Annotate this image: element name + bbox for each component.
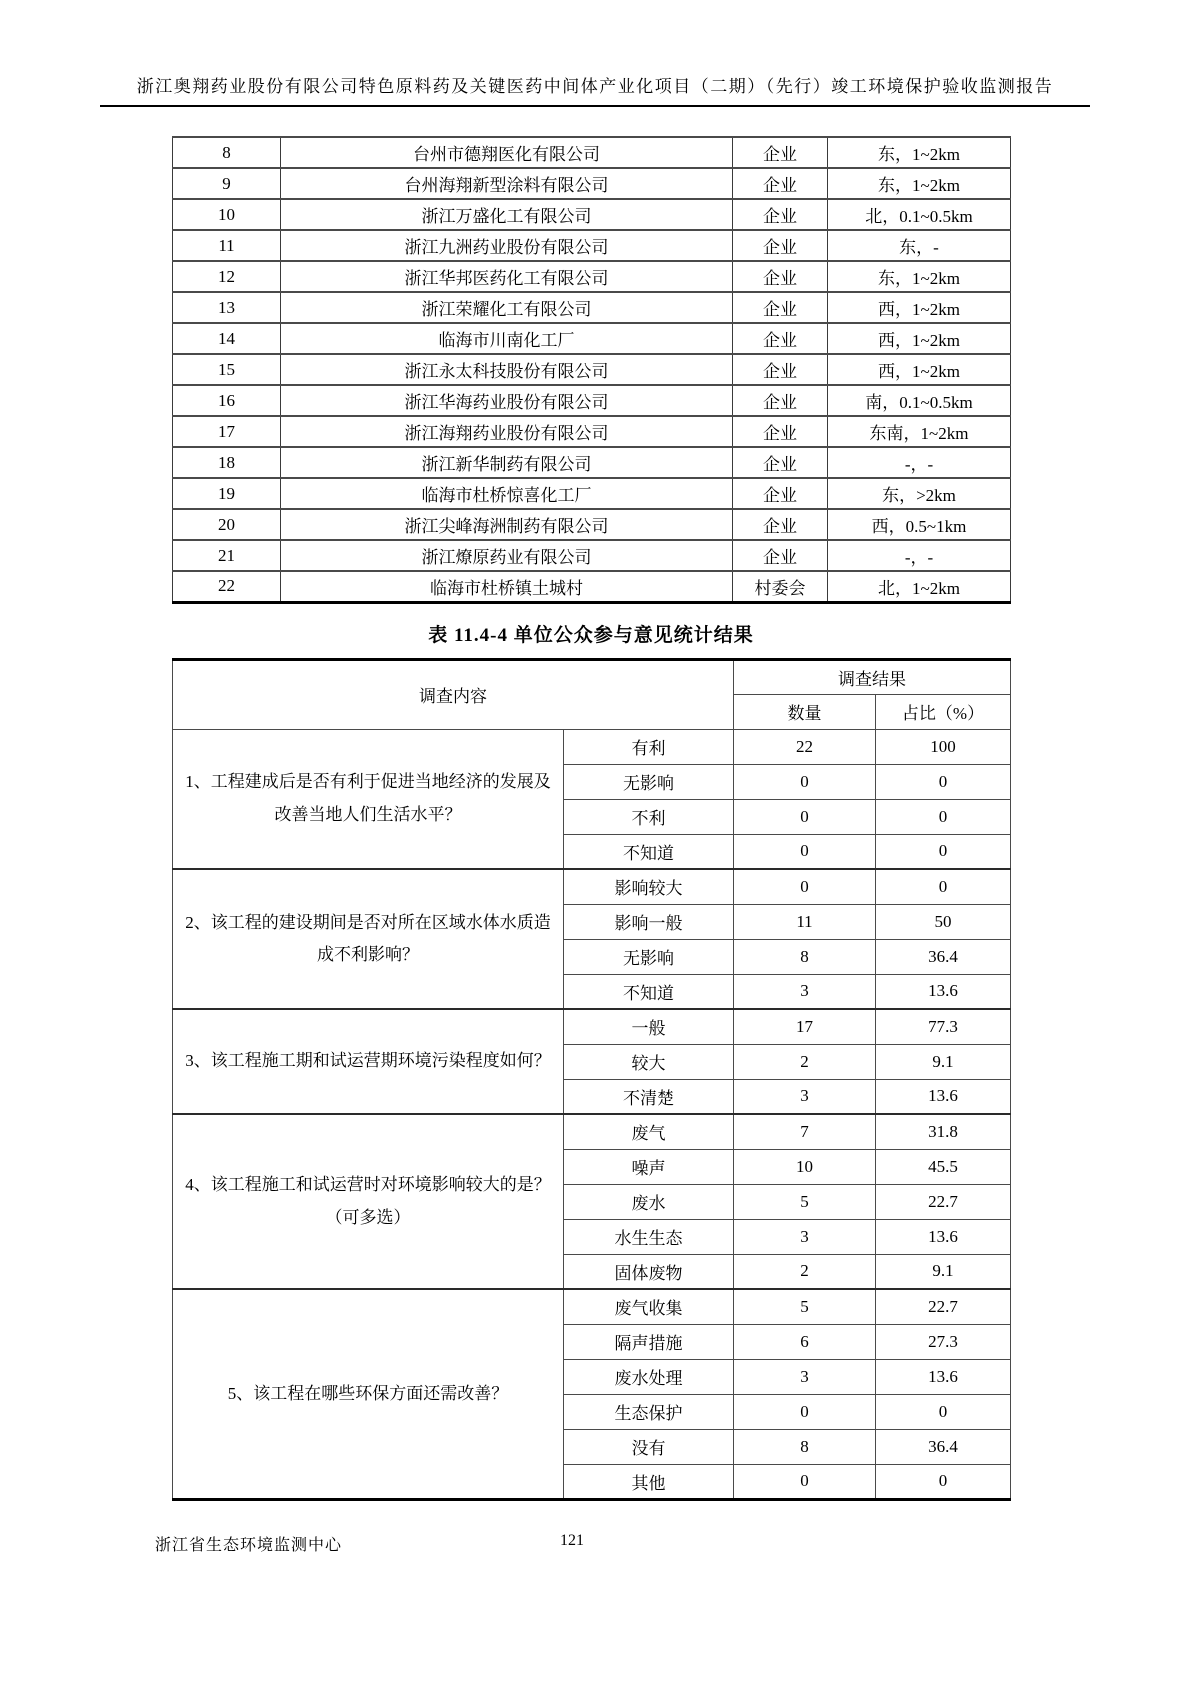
survey-count-cell: 22 [734, 729, 876, 764]
survey-results-table [172, 658, 1011, 1501]
survey-option-label-cell: 废水 [564, 1184, 734, 1219]
survey-option-label-cell: 生态保护 [564, 1394, 734, 1429]
unit-location-cell: 南，0.1~0.5km [828, 385, 1011, 416]
survey-count-cell: 0 [734, 764, 876, 799]
survey-percent-cell: 36.4 [876, 939, 1011, 974]
unit-row [173, 540, 1011, 571]
survey-count-cell: 10 [734, 1149, 876, 1184]
unit-number-cell: 12 [173, 261, 281, 292]
unit-location-cell: 北，0.1~0.5km [828, 199, 1011, 230]
unit-name-cell: 浙江九洲药业股份有限公司 [281, 230, 733, 261]
unit-location-cell: 东，1~2km [828, 137, 1011, 168]
footer-organization: 浙江省生态环境监测中心 [155, 1537, 343, 1554]
survey-count-cell: 3 [734, 1359, 876, 1394]
unit-number-cell: 16 [173, 385, 281, 416]
header-count: 数量 [734, 694, 876, 729]
unit-row [173, 199, 1011, 230]
unit-number-cell: 13 [173, 292, 281, 323]
unit-type-cell: 企业 [733, 540, 828, 571]
unit-number-cell: 10 [173, 199, 281, 230]
survey-count-cell: 7 [734, 1114, 876, 1149]
unit-location-cell: 西，1~2km [828, 354, 1011, 385]
survey-percent-cell: 9.1 [876, 1254, 1011, 1289]
unit-type-cell: 企业 [733, 478, 828, 509]
unit-name-cell: 临海市川南化工厂 [281, 323, 733, 354]
survey-option-label-cell: 不知道 [564, 834, 734, 869]
unit-number-cell: 22 [173, 571, 281, 602]
survey-percent-cell: 100 [876, 729, 1011, 764]
survey-option-row [173, 869, 1011, 904]
survey-option-row [173, 1289, 1011, 1324]
survey-count-cell: 11 [734, 904, 876, 939]
unit-row [173, 571, 1011, 602]
unit-location-cell: -，- [828, 540, 1011, 571]
unit-row [173, 323, 1011, 354]
survey-question-cell: 5、该工程在哪些环保方面还需改善？ [173, 1289, 564, 1499]
unit-location-cell: 西，1~2km [828, 323, 1011, 354]
unit-row [173, 416, 1011, 447]
survey-percent-cell: 50 [876, 904, 1011, 939]
survey-count-cell: 0 [734, 799, 876, 834]
unit-row [173, 168, 1011, 199]
unit-number-cell: 9 [173, 168, 281, 199]
unit-number-cell: 11 [173, 230, 281, 261]
unit-name-cell: 浙江新华制药有限公司 [281, 447, 733, 478]
unit-row [173, 230, 1011, 261]
unit-row [173, 292, 1011, 323]
survey-option-label-cell: 废水处理 [564, 1359, 734, 1394]
survey-count-cell: 8 [734, 1429, 876, 1464]
survey-count-cell: 0 [734, 1464, 876, 1499]
unit-row [173, 261, 1011, 292]
unit-row [173, 478, 1011, 509]
survey-count-cell: 5 [734, 1184, 876, 1219]
unit-type-cell: 企业 [733, 385, 828, 416]
unit-row [173, 354, 1011, 385]
survey-question-cell: 4、该工程施工和试运营时对环境影响较大的是？（可多选） [173, 1114, 564, 1289]
survey-count-cell: 2 [734, 1044, 876, 1079]
unit-location-cell: 北，1~2km [828, 571, 1011, 602]
unit-number-cell: 14 [173, 323, 281, 354]
unit-name-cell: 浙江华海药业股份有限公司 [281, 385, 733, 416]
unit-location-cell: 东，>2km [828, 478, 1011, 509]
survey-option-label-cell: 没有 [564, 1429, 734, 1464]
survey-option-row [173, 1114, 1011, 1149]
survey-count-cell: 5 [734, 1289, 876, 1324]
survey-question-cell: 1、工程建成后是否有利于促进当地经济的发展及改善当地人们生活水平？ [173, 729, 564, 869]
unit-number-cell: 18 [173, 447, 281, 478]
unit-type-cell: 企业 [733, 354, 828, 385]
survey-option-label-cell: 废气 [564, 1114, 734, 1149]
survey-option-label-cell: 不知道 [564, 974, 734, 1009]
unit-type-cell: 企业 [733, 230, 828, 261]
unit-number-cell: 8 [173, 137, 281, 168]
unit-type-cell: 企业 [733, 323, 828, 354]
unit-location-cell: 东，1~2km [828, 168, 1011, 199]
unit-location-cell: 东，1~2km [828, 261, 1011, 292]
unit-type-cell: 企业 [733, 168, 828, 199]
unit-type-cell: 企业 [733, 416, 828, 447]
unit-name-cell: 浙江华邦医药化工有限公司 [281, 261, 733, 292]
unit-name-cell: 浙江海翔药业股份有限公司 [281, 416, 733, 447]
survey-option-label-cell: 固体废物 [564, 1254, 734, 1289]
page-header-title: 浙江奥翔药业股份有限公司特色原料药及关键医药中间体产业化项目（二期）（先行）竣工环境保护验收监测报告 [100, 72, 1090, 107]
survey-option-row [173, 729, 1011, 764]
unit-location-cell: -，- [828, 447, 1011, 478]
survey-percent-cell: 45.5 [876, 1149, 1011, 1184]
survey-count-cell: 8 [734, 939, 876, 974]
survey-option-label-cell: 不利 [564, 799, 734, 834]
unit-name-cell: 临海市杜桥惊喜化工厂 [281, 478, 733, 509]
survey-option-label-cell: 噪声 [564, 1149, 734, 1184]
header-survey-content: 调查内容 [173, 659, 734, 729]
survey-table-head [173, 659, 1011, 729]
unit-number-cell: 21 [173, 540, 281, 571]
unit-name-cell: 浙江荣耀化工有限公司 [281, 292, 733, 323]
survey-question-cell: 2、该工程的建设期间是否对所在区域水体水质造成不利影响？ [173, 869, 564, 1009]
header-survey-result: 调查结果 [734, 659, 1011, 694]
unit-row [173, 447, 1011, 478]
survey-percent-cell: 13.6 [876, 1359, 1011, 1394]
survey-percent-cell: 13.6 [876, 974, 1011, 1009]
unit-name-cell: 台州市德翔医化有限公司 [281, 137, 733, 168]
unit-name-cell: 台州海翔新型涂料有限公司 [281, 168, 733, 199]
survey-percent-cell: 0 [876, 799, 1011, 834]
survey-percent-cell: 9.1 [876, 1044, 1011, 1079]
survey-option-label-cell: 隔声措施 [564, 1324, 734, 1359]
survey-option-row [173, 1009, 1011, 1044]
survey-question-cell: 3、该工程施工期和试运营期环境污染程度如何？ [173, 1009, 564, 1114]
unit-type-cell: 村委会 [733, 571, 828, 602]
unit-row [173, 137, 1011, 168]
unit-type-cell: 企业 [733, 292, 828, 323]
header-percent: 占比（%） [876, 694, 1011, 729]
survey-option-label-cell: 水生生态 [564, 1219, 734, 1254]
survey-option-label-cell: 有利 [564, 729, 734, 764]
survey-option-label-cell: 废气收集 [564, 1289, 734, 1324]
survey-table-title: 表 11.4-4 单位公众参与意见统计结果 [428, 624, 754, 646]
survey-percent-cell: 22.7 [876, 1184, 1011, 1219]
unit-number-cell: 15 [173, 354, 281, 385]
survey-count-cell: 6 [734, 1324, 876, 1359]
survey-option-label-cell: 不清楚 [564, 1079, 734, 1114]
unit-type-cell: 企业 [733, 137, 828, 168]
survey-percent-cell: 77.3 [876, 1009, 1011, 1044]
survey-option-label-cell: 影响较大 [564, 869, 734, 904]
survey-count-cell: 0 [734, 1394, 876, 1429]
unit-type-cell: 企业 [733, 199, 828, 230]
unit-location-cell: 西，0.5~1km [828, 509, 1011, 540]
survey-option-label-cell: 无影响 [564, 764, 734, 799]
unit-location-cell: 西，1~2km [828, 292, 1011, 323]
survey-percent-cell: 27.3 [876, 1324, 1011, 1359]
survey-count-cell: 17 [734, 1009, 876, 1044]
survey-percent-cell: 0 [876, 1464, 1011, 1499]
survey-percent-cell: 22.7 [876, 1289, 1011, 1324]
unit-name-cell: 浙江万盛化工有限公司 [281, 199, 733, 230]
survey-percent-cell: 0 [876, 764, 1011, 799]
unit-row [173, 509, 1011, 540]
adjacent-units-table [172, 136, 1011, 604]
survey-percent-cell: 31.8 [876, 1114, 1011, 1149]
unit-location-cell: 东南，1~2km [828, 416, 1011, 447]
survey-percent-cell: 0 [876, 869, 1011, 904]
survey-option-label-cell: 影响一般 [564, 904, 734, 939]
unit-number-cell: 19 [173, 478, 281, 509]
survey-percent-cell: 13.6 [876, 1219, 1011, 1254]
survey-count-cell: 3 [734, 1079, 876, 1114]
unit-type-cell: 企业 [733, 261, 828, 292]
page-content [172, 136, 1010, 1501]
survey-percent-cell: 0 [876, 834, 1011, 869]
unit-name-cell: 浙江燎原药业有限公司 [281, 540, 733, 571]
unit-name-cell: 浙江尖峰海洲制药有限公司 [281, 509, 733, 540]
unit-type-cell: 企业 [733, 509, 828, 540]
unit-number-cell: 20 [173, 509, 281, 540]
survey-option-label-cell: 其他 [564, 1464, 734, 1499]
survey-count-cell: 0 [734, 869, 876, 904]
unit-row [173, 385, 1011, 416]
footer-page-number: 121 [560, 1532, 584, 1549]
survey-percent-cell: 36.4 [876, 1429, 1011, 1464]
survey-count-cell: 3 [734, 1219, 876, 1254]
survey-option-label-cell: 无影响 [564, 939, 734, 974]
survey-percent-cell: 0 [876, 1394, 1011, 1429]
unit-name-cell: 临海市杜桥镇土城村 [281, 571, 733, 602]
unit-type-cell: 企业 [733, 447, 828, 478]
survey-option-label-cell: 一般 [564, 1009, 734, 1044]
unit-number-cell: 17 [173, 416, 281, 447]
survey-table-body [173, 729, 1011, 1499]
survey-count-cell: 2 [734, 1254, 876, 1289]
unit-location-cell: 东，- [828, 230, 1011, 261]
unit-name-cell: 浙江永太科技股份有限公司 [281, 354, 733, 385]
survey-count-cell: 3 [734, 974, 876, 1009]
adjacent-units-table-body [173, 137, 1011, 602]
survey-percent-cell: 13.6 [876, 1079, 1011, 1114]
survey-count-cell: 0 [734, 834, 876, 869]
survey-option-label-cell: 较大 [564, 1044, 734, 1079]
